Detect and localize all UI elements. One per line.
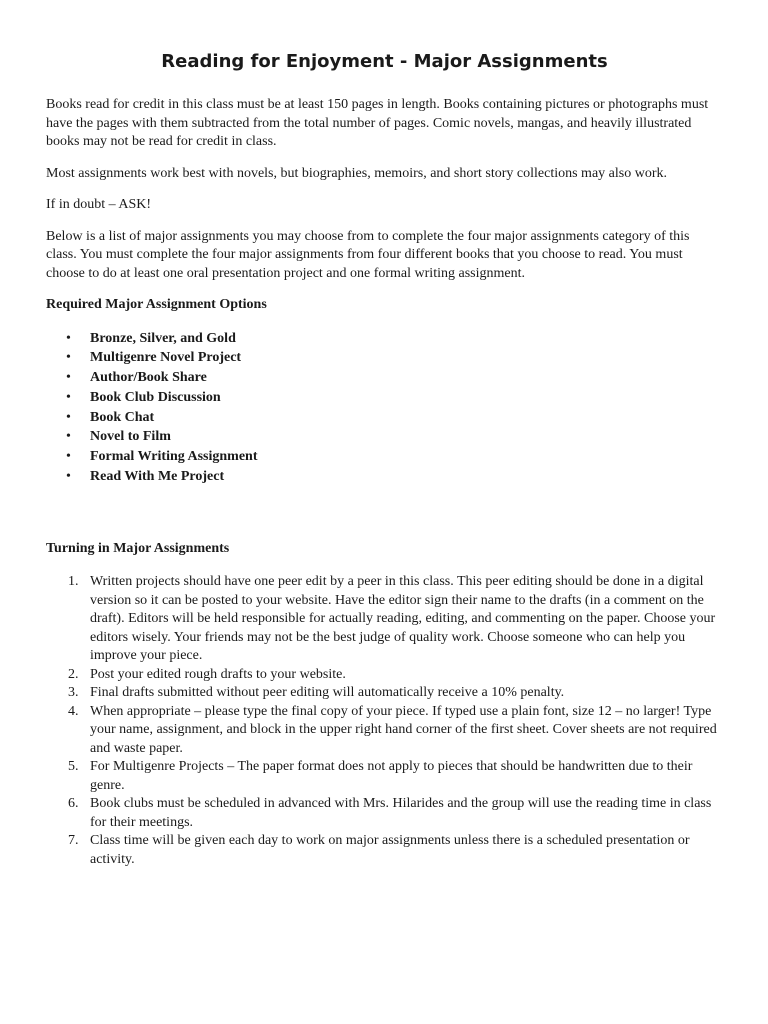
item-text: Post your edited rough drafts to your website. xyxy=(90,666,346,682)
list-item xyxy=(46,368,723,388)
item-text: When appropriate – please type the final copy of your piece. If typed use a plain font, size 12 – no larger! Type your name, assignment, and block in the upper right hand corner of the first sheet. Cover sheets are not required and waste paper. xyxy=(90,703,717,756)
bullet-icon: • xyxy=(66,370,71,386)
turnin-list xyxy=(46,573,723,869)
option-label: Multigenre Novel Project xyxy=(90,350,242,366)
item-number: 4. xyxy=(68,703,79,719)
option-label: Formal Writing Assignment xyxy=(90,449,258,465)
options-list xyxy=(46,329,723,487)
bullet-icon: • xyxy=(66,449,71,465)
paragraph-if-in-doubt: If in doubt – ASK! xyxy=(46,197,151,212)
list-item xyxy=(46,758,723,795)
item-number: 6. xyxy=(68,796,79,812)
option-label: Author/Book Share xyxy=(90,370,207,386)
bullet-icon: • xyxy=(66,409,71,425)
item-number: 5. xyxy=(68,759,79,775)
list-item xyxy=(46,684,723,703)
item-text: For Multigenre Projects – The paper format does not apply to pieces that should be handwritten due to their genre. xyxy=(90,759,693,793)
list-item xyxy=(46,329,723,349)
bullet-icon: • xyxy=(66,330,71,346)
item-number: 1. xyxy=(68,574,79,590)
item-text: Book clubs must be scheduled in advanced with Mrs. Hilarides and the group will use the reading time in class for their meetings. xyxy=(90,796,712,830)
list-item xyxy=(46,447,723,467)
list-item xyxy=(46,573,723,666)
item-text: Final drafts submitted without peer editing will automatically receive a 10% penalty. xyxy=(90,685,565,701)
paragraph-book-types: Most assignments work best with novels, but biographies, memoirs, and short story collections may also work. xyxy=(46,165,667,181)
list-item xyxy=(46,388,723,408)
item-text: Written projects should have one peer edit by a peer in this class. This peer editing should be done in a digital version so it can be posted to your website. Have the editor sign their name to the drafts (in a comment on the draft). Editors will be held responsible for actually reading, editing, and commenting on the paper. Choose your editors wisely. Your friends may not be the best judge of quality work. Choose someone who can help you improve your piece. xyxy=(90,574,716,664)
list-item xyxy=(46,467,723,487)
list-item xyxy=(46,666,723,685)
paragraph-assignment-list-intro: Below is a list of major assignments you may choose from to complete the four major assignments category of this class. You must complete the four major assignments from four different books that you choose to read. You must choose to do at least one oral presentation project and one formal writing assignment. xyxy=(46,228,690,281)
list-item xyxy=(46,348,723,368)
page-title: Reading for Enjoyment - Major Assignments xyxy=(161,51,608,72)
option-label: Read With Me Project xyxy=(90,469,225,485)
options-heading: Required Major Assignment Options xyxy=(46,297,267,312)
intro-paragraph: Books read for credit in this class must be at least 150 pages in length. Books containing pictures or photographs must have the pages with them subtracted from the total number of pages. Comic novels, mangas, and heavily illustrated books may not be read for credit in class. xyxy=(46,97,709,149)
list-item xyxy=(46,795,723,832)
item-text: Class time will be given each day to work on major assignments unless there is a scheduled presentation or activity. xyxy=(90,833,690,867)
list-item xyxy=(46,408,723,428)
item-number: 3. xyxy=(68,685,79,701)
item-number: 7. xyxy=(68,833,79,849)
list-item xyxy=(46,703,723,759)
option-label: Novel to Film xyxy=(90,429,171,445)
bullet-icon: • xyxy=(66,429,71,445)
bullet-icon: • xyxy=(66,469,71,485)
option-label: Book Chat xyxy=(90,409,155,425)
option-label: Bronze, Silver, and Gold xyxy=(90,330,236,346)
option-label: Book Club Discussion xyxy=(90,389,221,405)
bullet-icon: • xyxy=(66,350,71,366)
item-number: 2. xyxy=(68,666,79,682)
list-item xyxy=(46,427,723,447)
list-item xyxy=(46,832,723,869)
bullet-icon: • xyxy=(66,389,71,405)
turnin-heading: Turning in Major Assignments xyxy=(46,540,230,556)
